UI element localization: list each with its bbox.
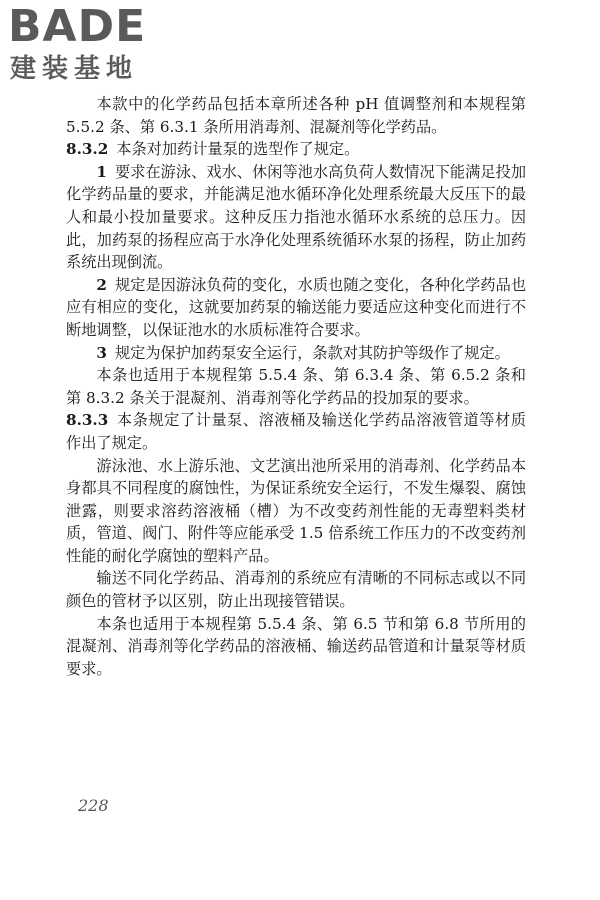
item-number: 1 [96,162,107,181]
item-number: 2 [96,275,107,294]
item-paragraph [66,161,526,274]
paragraph [66,613,526,681]
clause-number: 8.3.2 [66,140,109,159]
item-text: 要求在游泳、戏水、休闲等池水高负荷人数情况下能满足投加化学药品量的要求，并能满足池水循环净化处理系统最大反压下的最人和最小投加量要求。这种反压力指池水循环水系统的总压力。因此，加药泵的扬程应高于水净化处理系统循环水泵的扬程，防止加药系统出现倒流。 [66,162,526,272]
paragraph [66,364,526,409]
paragraph [66,567,526,612]
item-text: 规定为保护加药泵安全运行，条款对其防护等级作了规定。 [114,343,510,362]
clause-paragraph [66,409,526,454]
paragraph-text: 本条也适用于本规程第 5.5.4 条、第 6.3.4 条、第 6.5.2 条和第 8.3.2 条关于混凝剂、消毒剂等化学药品的投加泵的要求。 [66,366,526,407]
page-number: 228 [78,796,109,815]
clause-paragraph [66,138,526,161]
item-paragraph [66,274,526,342]
document-body [66,93,526,680]
paragraph-text: 本款中的化学药品包括本章所述各种 pH 值调整剂和本规程第 5.5.2 条、第 6.3.1 条所用消毒剂、混凝剂等化学药品。 [66,95,526,136]
clause-text: 本条对加药计量泵的选型作了规定。 [116,140,360,159]
paragraph [66,93,526,138]
paragraph-text: 本条也适用于本规程第 5.5.4 条、第 6.5 节和第 6.8 节所用的混凝剂、消毒剂等化学药品的溶液桶、输送药品管道和计量泵等材质要求。 [66,614,526,678]
paragraph-text: 输送不同化学药品、消毒剂的系统应有清晰的不同标志或以不同颜色的管材予以区别，防止出现接管错误。 [66,569,526,611]
item-text: 规定是因游泳负荷的变化，水质也随之变化，各种化学药品也应有相应的变化，这就要加药泵的输送能力要适应这种变化而进行不断地调整，以保证池水的水质标准符合要求。 [66,275,526,339]
logo [8,1,178,86]
paragraph [66,455,526,568]
logo-text-en: BADE [8,1,147,52]
paragraph-text: 游泳池、水上游乐池、文艺演出池所采用的消毒剂、化学药品本身都具不同程度的腐蚀性，为保证系统安全运行，不发生爆裂、腐蚀泄露，则要求溶药溶液桶（槽）为不改变药剂性能的无毒塑料类材质，管道、阀门、附件等应能承受 1.5 倍系统工作压力的不改变药剂性能的耐化学腐蚀的塑料产品。 [66,456,526,565]
logo-text-cn: 建装基地 [10,54,139,84]
item-number: 3 [96,343,107,362]
clause-text: 本条规定了计量泵、溶液桶及输送化学药品溶液管道等材质作出了规定。 [66,411,526,452]
clause-number: 8.3.3 [66,411,109,430]
item-paragraph [66,342,526,365]
